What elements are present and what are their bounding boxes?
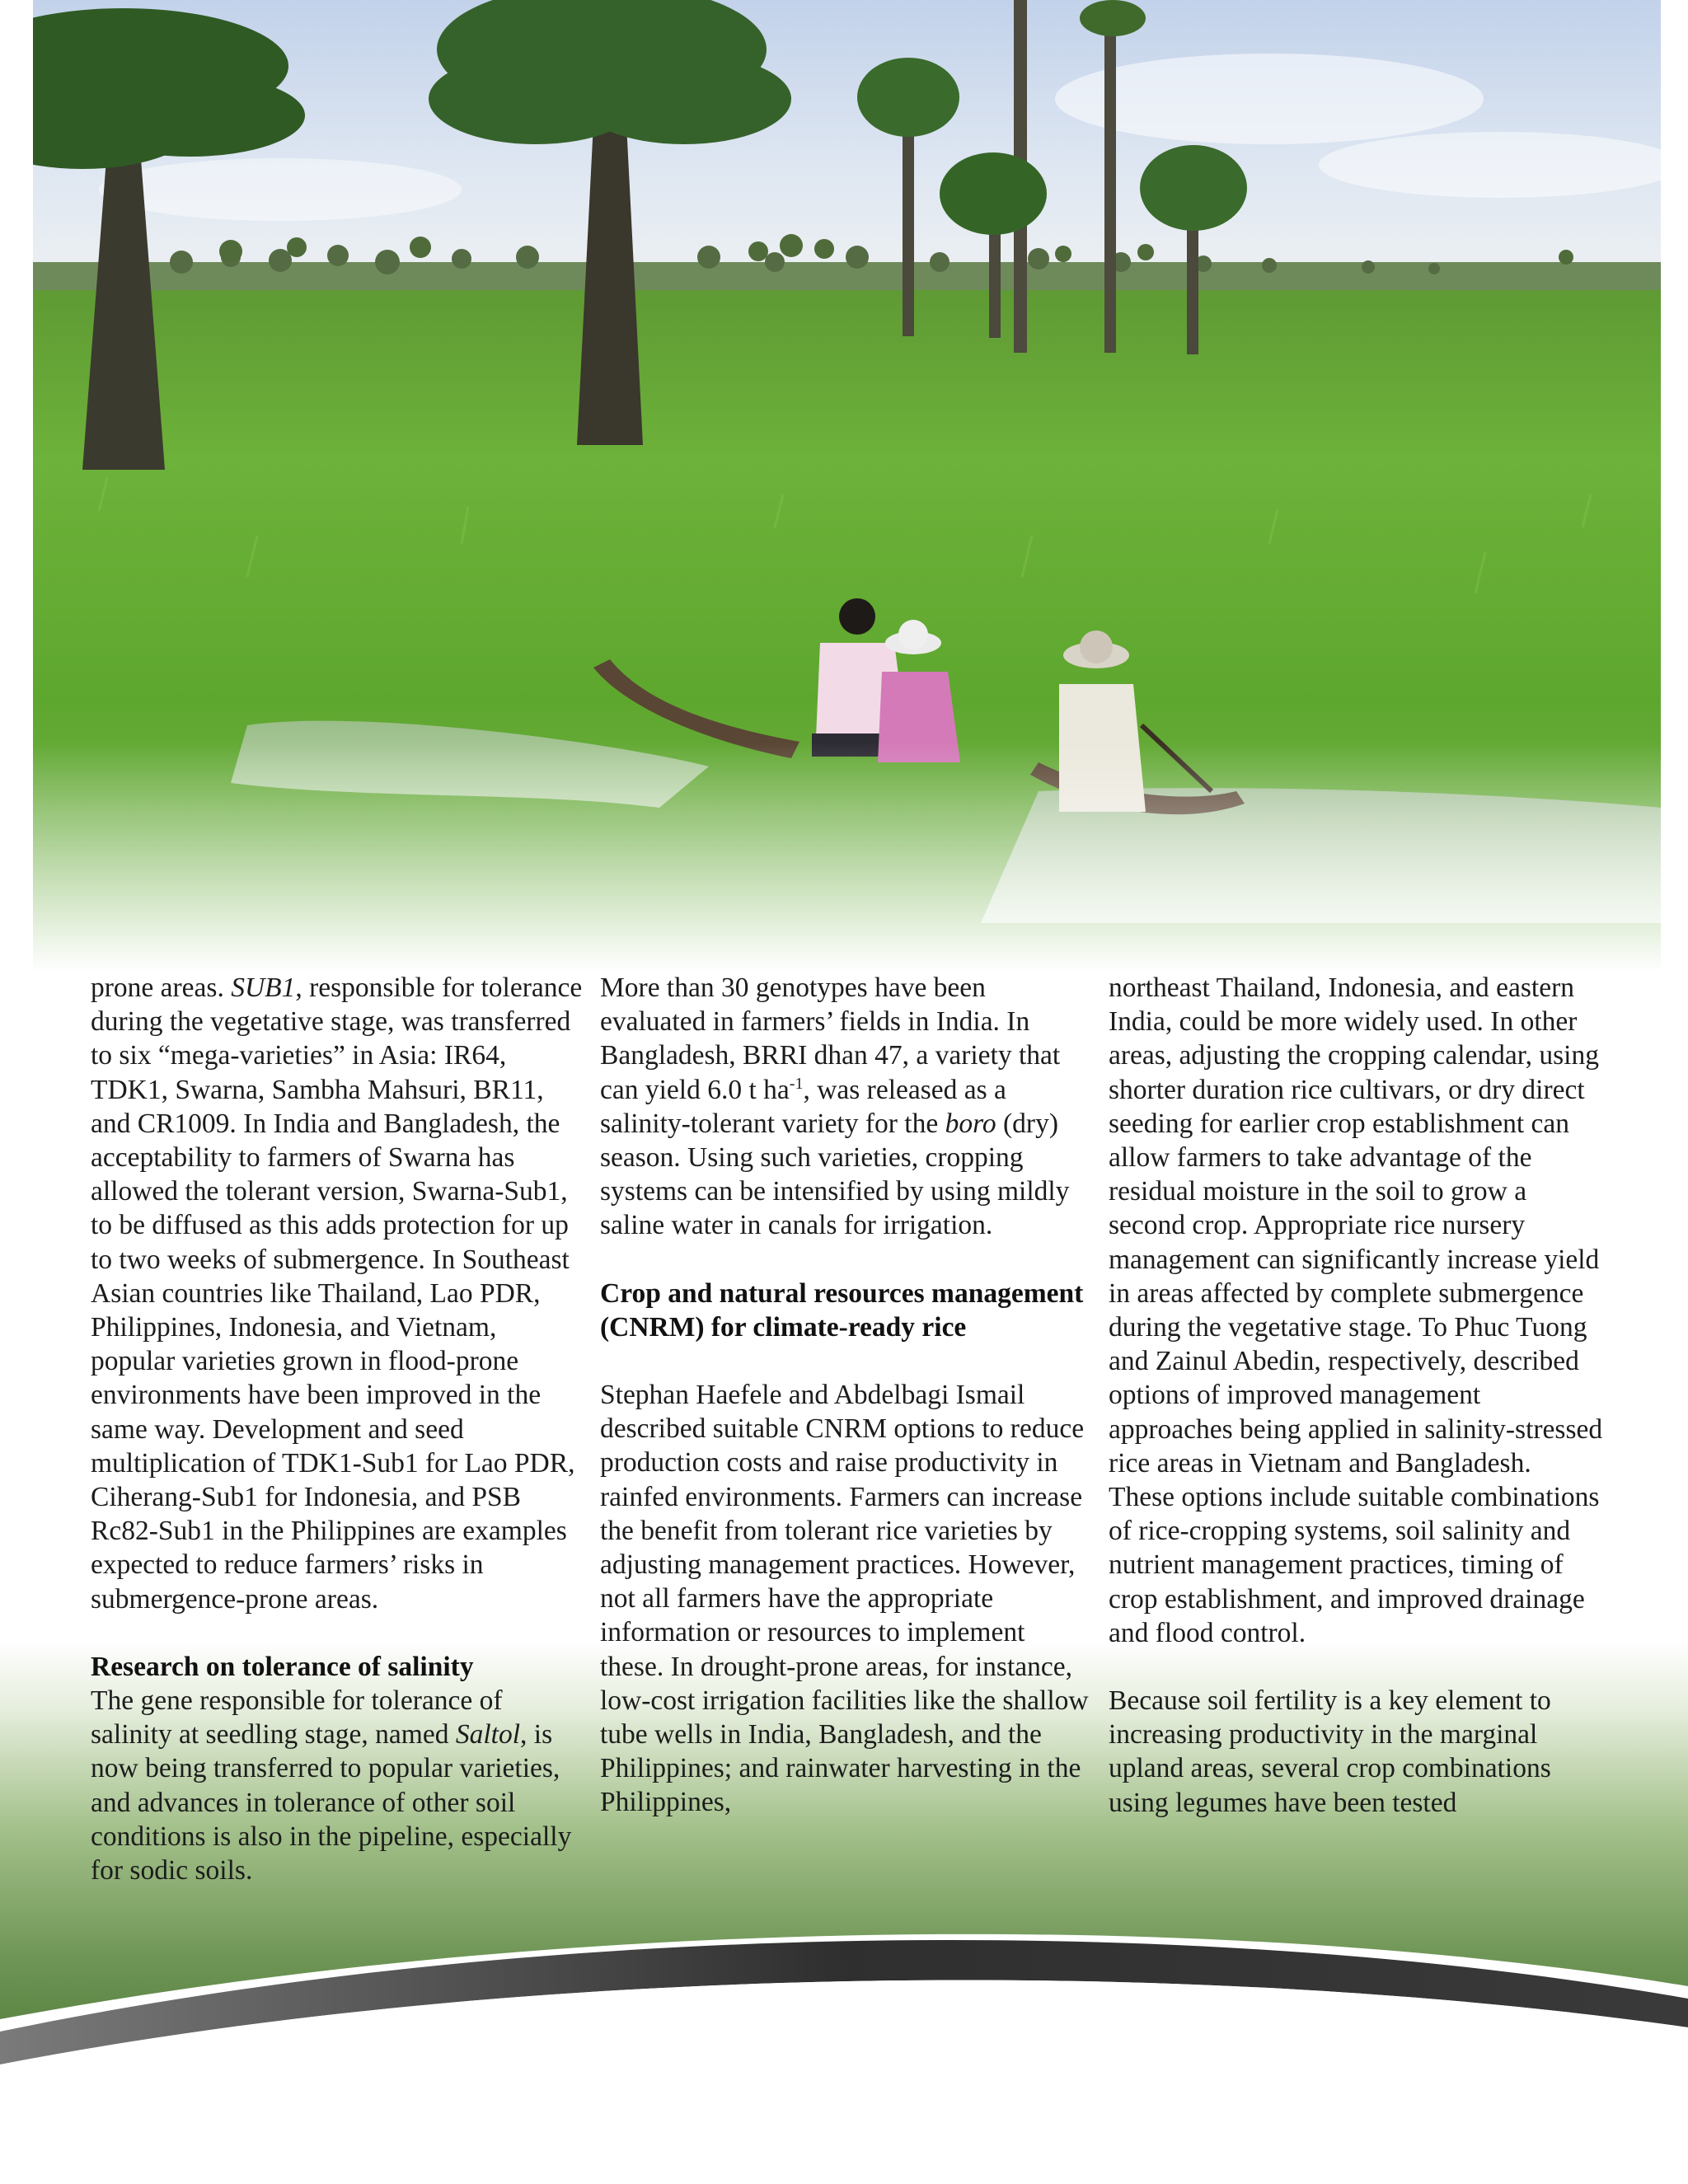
paragraph-genotypes [600,971,1095,1243]
text-column-2 [600,971,1095,1820]
paragraph-text: More than 30 genotypes have been evaluated in farmers’ fields in India. In Bangladesh, BRRI dhan 47, a variety that can yield 6.0 t ha [600,972,1061,1105]
paragraph-text: The gene responsible for tolerance of salinity at seedling stage, named [91,1685,503,1750]
paragraph-text: , was released as a salinity-tolerant variety for the [600,1074,1006,1139]
heading-cnrm: Crop and natural resources management (CNRM) for climate-ready rice [600,1277,1084,1343]
gene-name-sub1: SUB1 [231,972,296,1003]
hero-photo [33,0,1661,972]
paragraph-text: , is now being transferred to popular varieties, and advances in tolerance of other soil conditions is also in the pipeline, especially for sodic soils. [91,1719,572,1886]
text-column-3 [1109,971,1603,1820]
season-name-boro: boro [945,1108,996,1139]
unit-superscript: -1 [789,1074,804,1093]
paragraph-soil-fertility: Because soil fertility is a key element to increasing productivity in the marginal upland areas, several crop combinations using legumes have been tested [1109,1685,1551,1818]
rice-field-illustration [33,0,1661,972]
text-column-1 [91,971,585,1887]
heading-salinity: Research on tolerance of salinity [91,1651,474,1682]
paragraph-sub1 [91,971,585,1616]
gene-name-saltol: Saltol [455,1719,521,1750]
paragraph-text: , responsible for tolerance during the vegetative stage, was transferred to six “mega-varieties” in Asia: IR64, TDK1, Swarna, Sambha Mahsuri, BR11, and CR1009. In India and Bangladesh, the acceptability to farmers of Swarna has allowed the tolerant version, Swarna-Sub1, to be diffused as this adds protection for up to two weeks of submergence. In Southeast Asian countries like Thailand, Lao PDR, Philippines, Indonesia, and Vietnam, popular varieties grown in flood-prone environments have been improved in the same way. Development and seed multiplication of TDK1-Sub1 for Lao PDR, Ciherang-Sub1 for Indonesia, and PSB Rc82-Sub1 in the Philippines are examples expected to reduce farmers’ risks in submergence-prone areas. [91,972,583,1615]
paragraph-cnrm: Stephan Haefele and Abdelbagi Ismail described suitable CNRM options to reduce production costs and raise productivity in rainfed environments. Farmers can increase the benefit from tolerant rice varieties by adjusting management practices. However, not all farmers have the appropriate information or resources to implement these. In drought-prone areas, for instance, low-cost irrigation facilities like the shallow tube wells in India, Bangladesh, and the Philippines; and rainwater harvesting in the Philippines, [600,1380,1089,1818]
paragraph-text: prone areas. [91,972,232,1003]
paragraph-text: (dry) season. Using such varieties, cropping systems can be intensified by using mildly saline water in canals for irrigation. [600,1108,1070,1241]
paragraph-management: northeast Thailand, Indonesia, and eastern India, could be more widely used. In other areas, adjusting the cropping calendar, using shorter duration rice cultivars, or dry direct seeding for earlier crop establishment can allow farmers to take advantage of the residual moisture in the soil to grow a second crop. Appropriate rice nursery management can significantly increase yield in areas affected by complete submergence during the vegetative stage. To Phuc Tuong and Zainul Abedin, respectively, described options of improved management approaches being applied in salinity-stressed rice areas in Vietnam and Bangladesh. These options include suitable combinations of rice-cropping systems, soil salinity and nutrient management practices, timing of crop establishment, and improved drainage and flood control. [1109,972,1603,1648]
paragraph-saltol [91,1684,585,1887]
